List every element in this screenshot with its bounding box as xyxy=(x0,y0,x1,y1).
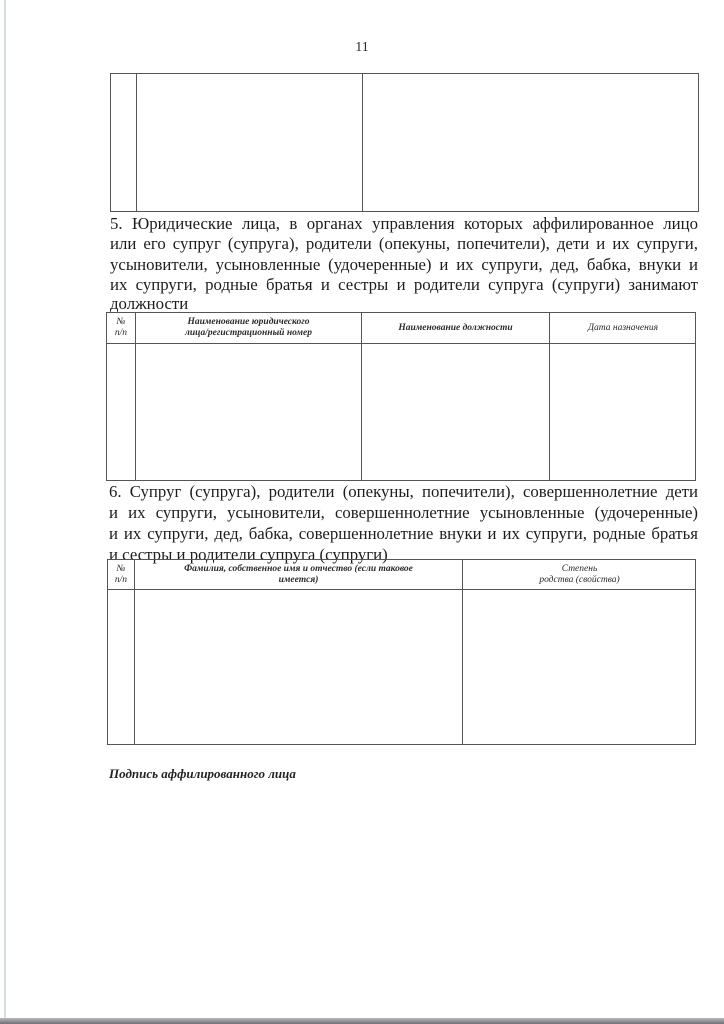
section6-heading xyxy=(109,481,698,565)
section5-line: их супруги, родные братья и сестры и родители супруга (супруги) занимают xyxy=(110,275,698,295)
section5-line: должности xyxy=(110,293,189,313)
header-full-name-line1: Фамилия, собственное имя и отчество (если таковое xyxy=(184,563,413,574)
header-position: Наименование должности xyxy=(398,322,513,333)
header-num xyxy=(108,560,134,589)
page-number: 11 xyxy=(355,40,369,55)
section5-line: 5. Юридические лица, в органах управления которых аффилированное лицо xyxy=(110,214,698,233)
header-appointment-date: Дата назначения xyxy=(587,322,659,333)
header-full-name xyxy=(135,560,462,589)
scan-bottom-edge xyxy=(0,1018,724,1024)
header-full-name-line2: имеется) xyxy=(278,574,319,585)
table-cell-num[interactable] xyxy=(107,344,135,480)
section5-table xyxy=(106,312,696,481)
section6-table xyxy=(107,559,696,745)
table-cell-num[interactable] xyxy=(111,74,136,211)
table-cell-appointment-date[interactable] xyxy=(550,344,695,480)
table-cell-full-name[interactable] xyxy=(135,590,462,744)
scan-left-edge xyxy=(4,0,6,1024)
section6-line: 6. Супруг (супруга), родители (опекуны, попечители), совершеннолетние дети xyxy=(109,482,698,501)
header-num-line1: № xyxy=(116,563,126,574)
table-cell-num[interactable] xyxy=(108,590,134,744)
header-legal-entity xyxy=(136,313,361,343)
section6-line: и сестры и родители супруга (супруги) xyxy=(109,545,388,564)
section5-line: или его супруг (супруга), родители (опекуны, попечители), дети и их супруги, xyxy=(110,234,698,254)
header-num-line2: п/п xyxy=(114,574,128,585)
signature-label: Подпись аффилированного лица xyxy=(109,766,296,781)
table-cell-legal-entity[interactable] xyxy=(136,344,361,480)
header-num xyxy=(107,313,135,343)
section6-line: и их супруги, дед, бабка, совершеннолетние внуки и их супруги, родные братья xyxy=(109,524,698,543)
header-kinship-line2: родства (свойства) xyxy=(539,574,620,585)
table-cell-value[interactable] xyxy=(363,74,698,211)
continued-table xyxy=(110,73,699,212)
header-legal-entity-line2: лица/регистрационный номер xyxy=(185,328,312,338)
header-kinship xyxy=(463,560,696,589)
table-cell-position[interactable] xyxy=(362,344,549,480)
table-cell-name[interactable] xyxy=(137,74,362,211)
header-num-line1: № xyxy=(116,317,126,327)
table-cell-kinship[interactable] xyxy=(463,590,695,744)
header-kinship-line1: Степень xyxy=(561,563,598,574)
header-legal-entity-line1: Наименование юридического xyxy=(187,317,310,327)
section6-line: и их супруги, усыновители, совершеннолетние усыновленные (удочеренные) xyxy=(109,503,698,522)
section5-heading xyxy=(110,214,698,314)
section5-line: усыновители, усыновленные (удочеренные) и их супруги, дед, бабка, внуки и xyxy=(110,254,698,274)
header-num-line2: п/п xyxy=(114,328,128,338)
